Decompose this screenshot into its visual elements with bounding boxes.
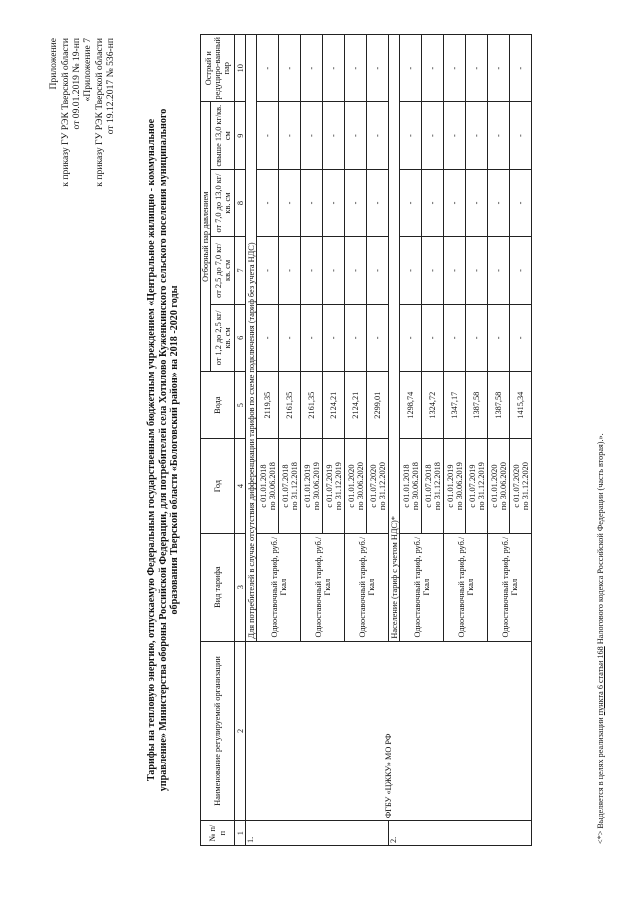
water-value: 1387,58 (488, 372, 510, 439)
empty-value-dash: - (279, 237, 301, 304)
water-value: 2119,35 (257, 372, 279, 439)
period-from: с 01.07.2020 (368, 464, 378, 508)
tariff-type-cell: Одноставочный тариф, руб./Гкал (488, 533, 532, 641)
tariff-type-cell: Одноставочный тариф, руб./Гкал (345, 533, 389, 641)
empty-value-dash: - (367, 304, 389, 371)
empty-value-dash: - (257, 169, 279, 236)
period-to: по 30.06.2019 (454, 462, 464, 511)
header-steam-4: свыше 13,0 кг/кв. см (211, 102, 235, 169)
empty-value-dash: - (466, 169, 488, 236)
empty-value-dash: - (345, 169, 367, 236)
footnote-prefix: <*> Выделяется в целях реализации (596, 715, 605, 844)
empty-value-dash: - (323, 304, 345, 371)
period-to: по 31.12.2018 (432, 462, 442, 511)
empty-value-dash: - (466, 102, 488, 169)
empty-value-dash: - (510, 237, 532, 304)
empty-value-dash: - (345, 102, 367, 169)
empty-value-dash: - (422, 169, 444, 236)
period-cell (488, 439, 510, 533)
water-value: 2161,35 (301, 372, 323, 439)
period-cell (345, 439, 367, 533)
empty-value-dash: - (488, 102, 510, 169)
col-number: 6 (235, 304, 246, 371)
empty-value-dash: - (400, 35, 422, 102)
col-number: 10 (235, 35, 246, 102)
section-number: 2. (389, 821, 532, 846)
empty-value-dash: - (257, 304, 279, 371)
period-from: с 01.01.2020 (346, 464, 356, 508)
period-from: с 01.01.2018 (258, 464, 268, 508)
period-from: с 01.01.2018 (401, 464, 411, 508)
empty-value-dash: - (444, 102, 466, 169)
period-from: с 01.07.2020 (511, 464, 521, 508)
empty-value-dash: - (257, 35, 279, 102)
empty-value-dash: - (279, 169, 301, 236)
section-row (246, 35, 257, 846)
empty-value-dash: - (323, 35, 345, 102)
header-org: Наименование регулируемой организации (201, 641, 235, 821)
empty-value-dash: - (367, 35, 389, 102)
period-cell (510, 439, 532, 533)
period-cell (422, 439, 444, 533)
period-to: по 31.12.2019 (476, 462, 486, 511)
appendix-line-1: Приложение (48, 38, 59, 90)
organization-name: ФГБУ «ЦЖКУ» МО РФ (246, 641, 532, 821)
empty-value-dash: - (279, 102, 301, 169)
col-number: 2 (235, 641, 246, 821)
empty-value-dash: - (367, 102, 389, 169)
empty-value-dash: - (323, 237, 345, 304)
water-value: 2124,21 (345, 372, 367, 439)
empty-value-dash: - (444, 35, 466, 102)
appendix-7-line-2: к приказу ГУ РЭК Тверской области (93, 38, 105, 187)
period-cell (323, 439, 345, 533)
empty-value-dash: - (301, 102, 323, 169)
water-value: 2161,35 (279, 372, 301, 439)
period-from: с 01.07.2019 (467, 464, 477, 508)
period-cell (466, 439, 488, 533)
col-number: 8 (235, 169, 246, 236)
period-cell (279, 439, 301, 533)
empty-value-dash: - (422, 35, 444, 102)
header-steam-3: от 7,0 до 13,0 кг/кв. см (211, 169, 235, 236)
empty-value-dash: - (257, 102, 279, 169)
footnote-link[interactable]: пункта 6 статьи 168 (596, 646, 605, 716)
appendix-7-line-1: «Приложение 7 (82, 38, 93, 102)
tariff-table (200, 34, 532, 846)
period-from: с 01.01.2019 (445, 464, 455, 508)
period-to: по 30.06.2018 (410, 462, 420, 511)
empty-value-dash: - (400, 169, 422, 236)
col-number: 7 (235, 237, 246, 304)
water-value: 1347,17 (444, 372, 466, 439)
appendix-line-3: от 09.01.2019 № 19-нп (71, 38, 82, 130)
empty-value-dash: - (301, 35, 323, 102)
header-num: № п/ п (201, 821, 235, 846)
period-from: с 01.01.2020 (489, 464, 499, 508)
empty-value-dash: - (422, 304, 444, 371)
empty-value-dash: - (400, 304, 422, 371)
header-steam-group: Отборный пар давлением (201, 102, 211, 372)
empty-value-dash: - (488, 304, 510, 371)
water-value: 1324,72 (422, 372, 444, 439)
period-from: с 01.01.2019 (302, 464, 312, 508)
tariff-type-cell: Одноставочный тариф, руб./Гкал (400, 533, 444, 641)
col-number: 3 (235, 533, 246, 641)
empty-value-dash: - (323, 169, 345, 236)
empty-value-dash: - (466, 35, 488, 102)
water-value: 2299,01 (367, 372, 389, 439)
empty-value-dash: - (488, 35, 510, 102)
header-tariff-type: Вид тарифа (201, 533, 235, 641)
empty-value-dash: - (422, 237, 444, 304)
water-value: 2124,21 (323, 372, 345, 439)
appendix-line-2: к приказу ГУ РЭК Тверской области (59, 38, 71, 187)
empty-value-dash: - (323, 102, 345, 169)
period-from: с 01.07.2019 (324, 464, 334, 508)
title-line-2: управление» Министерства обороны Российской Федерации, для потребителей села Хотилово Куженкинского сельского поселения муниципального (157, 108, 169, 792)
empty-value-dash: - (400, 237, 422, 304)
empty-value-dash: - (422, 102, 444, 169)
header-sharp-steam: Острый и редуциро-ванный пар (201, 35, 235, 102)
section-heading: Население (тариф с учетом НДС)* (389, 35, 400, 642)
empty-value-dash: - (444, 237, 466, 304)
period-to: по 30.06.2019 (311, 462, 321, 511)
header-water: Вода (201, 372, 235, 439)
empty-value-dash: - (279, 35, 301, 102)
tariff-type-cell: Одноставочный тариф, руб./Гкал (301, 533, 345, 641)
period-to: по 30.06.2018 (267, 462, 277, 511)
water-value: 1415,34 (510, 372, 532, 439)
header-row-1 (201, 35, 211, 846)
empty-value-dash: - (301, 169, 323, 236)
col-number: 5 (235, 372, 246, 439)
empty-value-dash: - (488, 169, 510, 236)
period-to: по 30.06.2020 (498, 462, 508, 511)
empty-value-dash: - (510, 35, 532, 102)
period-cell (367, 439, 389, 533)
section-number: 1. (246, 821, 389, 846)
period-cell (400, 439, 422, 533)
appendix-7-header (82, 38, 117, 187)
empty-value-dash: - (301, 237, 323, 304)
column-number-row (235, 35, 246, 846)
empty-value-dash: - (510, 102, 532, 169)
empty-value-dash: - (257, 237, 279, 304)
header-steam-2: от 2,5 до 7,0 кг/кв. см (211, 237, 235, 304)
empty-value-dash: - (345, 304, 367, 371)
empty-value-dash: - (367, 237, 389, 304)
period-to: по 31.12.2018 (289, 462, 299, 511)
empty-value-dash: - (510, 169, 532, 236)
title-line-1: Тарифы на тепловую энергию, отпускаемую Федеральным государственным бюджетным учреждением «Центральное жилищно - коммунальное (146, 118, 157, 782)
empty-value-dash: - (345, 35, 367, 102)
period-to: по 31.12.2020 (520, 462, 530, 511)
empty-value-dash: - (367, 169, 389, 236)
title-line-3: образования Тверской области «Бологовский район» на 2018 -2020 годы (169, 285, 181, 615)
period-to: по 30.06.2020 (355, 462, 365, 511)
period-cell (301, 439, 323, 533)
period-from: с 01.07.2018 (423, 464, 433, 508)
empty-value-dash: - (345, 237, 367, 304)
empty-value-dash: - (466, 237, 488, 304)
section-heading: Для потребителей в случае отсутствия дифференциации тарифов по схеме подключения (тариф без учета НДС) (246, 35, 257, 642)
empty-value-dash: - (444, 169, 466, 236)
footnote-suffix: Налогового кодекса Российской Федерации (часть вторая).». (596, 433, 605, 647)
col-number: 9 (235, 102, 246, 169)
tariff-table-body (201, 35, 532, 846)
empty-value-dash: - (510, 304, 532, 371)
water-value: 1298,74 (400, 372, 422, 439)
period-to: по 31.12.2019 (333, 462, 343, 511)
document-title (146, 60, 181, 840)
empty-value-dash: - (301, 304, 323, 371)
appendix-7-line-3: от 19.12.2017 № 536-нп (105, 38, 116, 135)
tariff-type-cell: Одноставочный тариф, руб./Гкал (257, 533, 301, 641)
header-year: Год (201, 439, 235, 533)
period-cell (257, 439, 279, 533)
period-from: с 01.07.2018 (280, 464, 290, 508)
footnote (596, 433, 605, 844)
col-number: 1 (235, 821, 246, 846)
empty-value-dash: - (466, 304, 488, 371)
col-number: 4 (235, 439, 246, 533)
header-steam-1: от 1,2 до 2,5 кг/кв. см (211, 304, 235, 371)
empty-value-dash: - (279, 304, 301, 371)
water-value: 1387,58 (466, 372, 488, 439)
tariff-type-cell: Одноставочный тариф, руб./Гкал (444, 533, 488, 641)
empty-value-dash: - (444, 304, 466, 371)
period-cell (444, 439, 466, 533)
empty-value-dash: - (488, 237, 510, 304)
period-to: по 31.12.2020 (377, 462, 387, 511)
empty-value-dash: - (400, 102, 422, 169)
appendix-header (48, 38, 83, 187)
